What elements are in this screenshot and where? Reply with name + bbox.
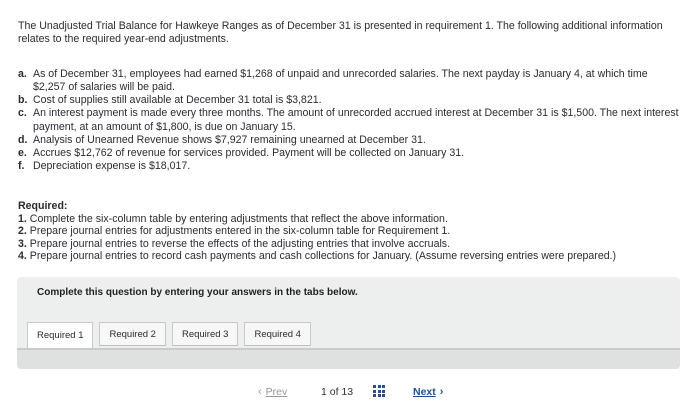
intro-paragraph: The Unadjusted Trial Balance for Hawkeye Ranges as of December 31 is presented in requirement 1. The following additional information relates to the required year-end adjustments. — [18, 20, 663, 46]
list-item: e. Accrues $12,762 of revenue for services provided. Payment will be collected on January 31. — [18, 146, 465, 159]
required-section — [18, 200, 682, 262]
grid-icon[interactable] — [373, 385, 385, 397]
chevron-right-icon: › — [439, 385, 444, 398]
prev-button[interactable] — [258, 386, 287, 398]
answer-panel — [17, 277, 680, 369]
list-item: 2. Prepare journal entries for adjustments entered in the six-column table for Requirement 1. — [18, 225, 451, 238]
list-item: c. An interest payment is made every three months. The amount of unrecorded accrued interest at December 31 is $1,500. The next interest payment, at an amount of $1,800, is due on January 15. — [18, 107, 679, 133]
panel-footer — [17, 350, 680, 369]
tab-required-2[interactable]: Required 2 — [99, 322, 165, 346]
required-list — [18, 213, 682, 262]
required-heading: Required: — [18, 200, 68, 212]
list-item: a. As of December 31, employees had earned $1,268 of unpaid and unrecorded salaries. The next payday is January 4, at which time $2,257 of salaries will be paid. — [18, 68, 648, 94]
tab-required-4[interactable]: Required 4 — [244, 322, 310, 346]
list-item: d. Analysis of Unearned Revenue shows $7,927 remaining unearned at December 31. — [18, 133, 426, 146]
tab-required-3[interactable]: Required 3 — [172, 322, 238, 346]
tab-bar — [27, 322, 311, 349]
list-item: f. Depreciation expense is $18,017. — [18, 159, 191, 172]
tab-required-1[interactable]: Required 1 — [27, 322, 93, 349]
next-button[interactable] — [413, 386, 443, 398]
pagination — [0, 380, 700, 404]
list-item: 1. Complete the six-column table by entering adjustments that reflect the above information. — [18, 213, 448, 226]
list-item: b. Cost of supplies still available at December 31 total is $3,821. — [18, 94, 322, 107]
prev-label: Prev — [265, 386, 288, 398]
chevron-left-icon: ‹ — [258, 385, 262, 398]
problem-text — [18, 20, 682, 173]
page-indicator: 1 of 13 — [321, 386, 354, 398]
adjustments-list — [18, 68, 682, 173]
list-item: 4. Prepare journal entries to record cash payments and cash collections for January. (Assume reversing entries were prepared.) — [18, 249, 617, 262]
list-item: 3. Prepare journal entries to reverse the effects of the adjusting entries that involve accruals. — [18, 237, 451, 250]
panel-title: Complete this question by entering your answers in the tabs below. — [37, 287, 358, 298]
next-label: Next — [413, 386, 436, 398]
